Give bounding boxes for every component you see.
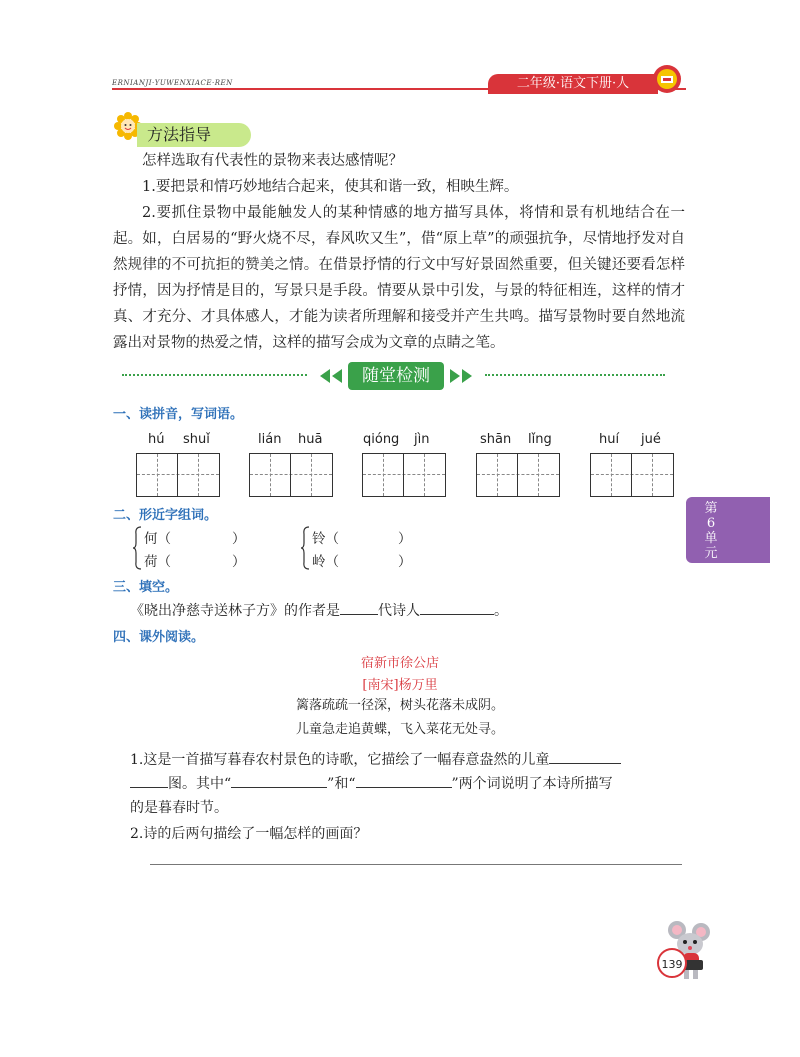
q1-text-4: ”两个词说明了本诗所描写 xyxy=(451,776,613,792)
poem-title: 宿新市徐公店 xyxy=(360,656,439,671)
answer-line[interactable] xyxy=(150,864,682,865)
unit-side-tab xyxy=(686,497,770,563)
pinyin-3b: jìn xyxy=(414,432,430,447)
section-4-heading: 四、课外阅读。 xyxy=(113,630,205,645)
poem-line-2: 儿童急走追黄蝶，飞入菜花无处寻。 xyxy=(295,722,504,737)
fill-blank-sentence xyxy=(130,600,508,620)
writing-grid-1[interactable] xyxy=(136,453,220,497)
brace-left-icon xyxy=(132,526,142,570)
poem-line-1: 篱落疏疏一径深，树头花落未成阴。 xyxy=(295,698,504,713)
fill-end: 。 xyxy=(494,603,508,619)
method-point-1: 1.要把景和情巧妙地结合起来，使其和谐一致，相映生辉。 xyxy=(142,179,519,195)
blank-q1-b[interactable] xyxy=(130,773,168,788)
q1-text-1: 1.这是一首描写暮春农村景色的诗歌，它描绘了一幅春意盎然的儿童 xyxy=(130,752,550,768)
similar-word-2: 荷（ xyxy=(144,554,171,570)
writing-grid-3[interactable] xyxy=(362,453,446,497)
badge-logo-icon xyxy=(652,64,682,94)
side-tab-char-2: 6 xyxy=(706,516,716,531)
blank-q1-d[interactable] xyxy=(356,773,452,788)
section-2-heading: 二、形近字组词。 xyxy=(113,508,218,523)
section-3-heading: 三、填空。 xyxy=(113,580,179,595)
blank-dynasty[interactable] xyxy=(340,600,378,615)
pinyin-3a: qióng xyxy=(363,432,400,447)
similar-close-3: ） xyxy=(398,531,412,547)
banner-dotted-right xyxy=(485,374,665,377)
brace-right-icon xyxy=(300,526,310,570)
pinyin-4b: lǐng xyxy=(528,432,552,447)
side-tab-char-3: 单 xyxy=(704,531,718,546)
pinyin-2a: lián xyxy=(258,432,282,447)
header-code: ERNIANJI·YUWENXIACE·REN xyxy=(112,79,233,87)
similar-close-1: ） xyxy=(232,531,246,547)
pinyin-1b: shuǐ xyxy=(183,432,210,447)
q1-text-3: ”和“ xyxy=(327,776,356,792)
pinyin-1a: hú xyxy=(148,432,165,447)
quiz-banner-title: 随堂检测 xyxy=(362,366,430,386)
similar-word-1: 何（ xyxy=(144,531,171,547)
pinyin-5a: huí xyxy=(599,432,620,447)
poem-author: [南宋]杨万里 xyxy=(362,678,438,693)
similar-close-4: ） xyxy=(398,554,412,570)
pinyin-4a: shān xyxy=(480,432,512,447)
banner-dotted-left xyxy=(122,374,307,377)
writing-grid-4[interactable] xyxy=(476,453,560,497)
writing-grid-2[interactable] xyxy=(249,453,333,497)
blank-poet[interactable] xyxy=(420,600,494,615)
similar-word-4: 岭（ xyxy=(312,554,339,570)
similar-word-3: 铃（ xyxy=(312,531,339,547)
blank-q1-a[interactable] xyxy=(549,749,621,764)
side-tab-char-1: 第 xyxy=(704,501,718,516)
side-tab-char-4: 元 xyxy=(704,546,718,561)
writing-grid-5[interactable] xyxy=(590,453,674,497)
q1-text-2: 图。其中“ xyxy=(168,776,232,792)
question-1-line-3: 的是暮春时节。 xyxy=(130,800,228,816)
pinyin-2b: huā xyxy=(298,432,323,447)
section-1-heading: 一、读拼音，写词语。 xyxy=(113,407,244,422)
header-tab: 二年级·语文下册·人 xyxy=(488,74,658,94)
blank-q1-c[interactable] xyxy=(231,773,327,788)
fill-pre: 《晓出净慈寺送林子方》的作者是 xyxy=(130,603,340,619)
question-1-line-1 xyxy=(130,748,685,772)
method-point-2: 2.要抓住景物中最能触发人的某种情感的地方描写具体，将情和景有机地结合在一起。如，白居易的“野火烧不尽，春风吹又生”，借“原上草”的顽强抗争，尽情地抒发对自然规律的不可抗拒的赞美之情。在借景抒情的行文中写好景固然重要，但关键还要看怎样抒情，因为抒情是目的，写景只是手段。情要从景中引发，与景的特征相连，这样的情才真、才充分、才具体感人，才能为读者所理解和接受并产生共鸣。描写景物时要自然地流露出对景物的热爱之情，这样的描写会成为文章的点睛之笔。 xyxy=(113,205,685,351)
pinyin-5b: jué xyxy=(641,432,661,447)
page-number: 139 xyxy=(657,948,687,978)
question-2: 2.诗的后两句描绘了一幅怎样的画面？ xyxy=(130,826,368,842)
fill-mid: 代诗人 xyxy=(378,603,420,619)
question-1-line-2 xyxy=(130,772,685,796)
method-question: 怎样选取有代表性的景物来表达感情呢？ xyxy=(142,153,403,169)
similar-close-2: ） xyxy=(232,554,246,570)
method-title: 方法指导 xyxy=(137,123,251,147)
